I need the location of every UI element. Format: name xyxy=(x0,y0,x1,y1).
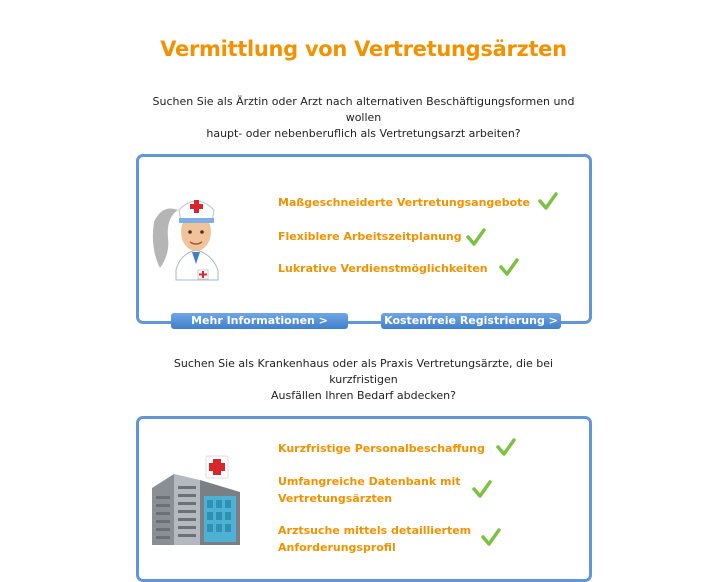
hospital-feature-2 xyxy=(278,473,460,507)
checkmark-icon xyxy=(472,480,492,498)
hospital-intro-line-2: Ausfällen Ihren Bedarf abdecken? xyxy=(271,389,456,402)
doctor-feature-3: Lukrative Verdienstmöglichkeiten xyxy=(278,262,488,275)
page-title: Vermittlung von Vertretungsärzten xyxy=(160,37,567,61)
hospital-feature-3 xyxy=(278,522,471,556)
checkmark-icon xyxy=(466,228,486,246)
hospital-feature-3-line-1: Arztsuche mittels detailliertem xyxy=(278,524,472,537)
checkmark-icon xyxy=(481,528,501,546)
doctor-intro-line-2: haupt- oder nebenberuflich als Vertretungsarzt arbeiten? xyxy=(206,127,521,140)
hospital-feature-2-line-1: Umfangreiche Datenbank mit xyxy=(278,475,461,488)
doctor-illustration xyxy=(148,188,244,284)
checkmark-icon xyxy=(496,438,516,456)
hospital-illustration xyxy=(148,452,244,545)
checkmark-icon xyxy=(499,258,519,276)
doctor-intro-text xyxy=(140,94,587,142)
doctor-feature-2: Flexiblere Arbeitszeitplanung xyxy=(278,230,462,243)
hospital-feature-1: Kurzfristige Personalbeschaffung xyxy=(278,442,485,455)
more-information-button[interactable]: Mehr Informationen > xyxy=(171,313,348,329)
hospital-intro-line-1: Suchen Sie als Krankenhaus oder als Praxis Vertretungsärzte, die bei kurzfristigen xyxy=(173,357,554,386)
doctor-intro-line-1: Suchen Sie als Ärztin oder Arzt nach alternativen Beschäftigungsformen und wollen xyxy=(152,95,575,124)
checkmark-icon xyxy=(538,192,558,210)
doctor-feature-1: Maßgeschneiderte Vertretungsangebote xyxy=(278,196,530,209)
free-registration-button[interactable]: Kostenfreie Registrierung > xyxy=(381,313,561,329)
hospital-intro-text xyxy=(140,356,587,404)
hospital-feature-2-line-2: Vertretungsärzten xyxy=(278,492,393,505)
hospital-feature-3-line-2: Anforderungsprofil xyxy=(278,541,396,554)
